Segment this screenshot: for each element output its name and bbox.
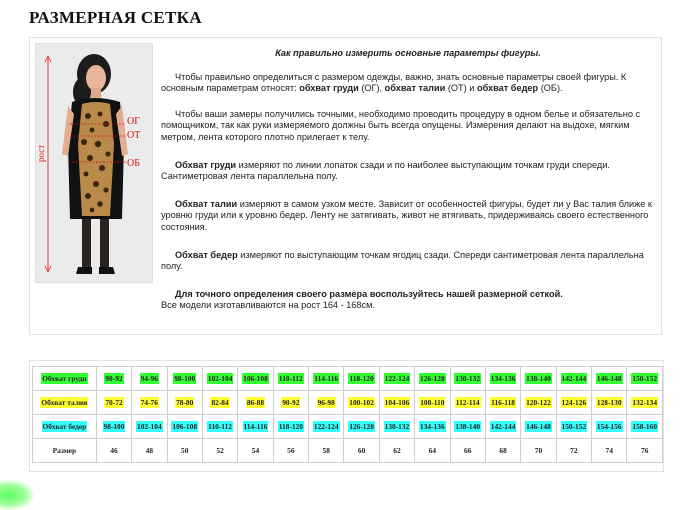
size-cell-value: 130-132 (455, 374, 481, 383)
intro-text: (ОТ) и (445, 83, 477, 94)
size-cell (379, 415, 414, 439)
size-cell-value: 122-124 (313, 422, 339, 431)
size-cell-value: 64 (428, 446, 437, 455)
page-title: РАЗМЕРНАЯ СЕТКА (29, 8, 202, 27)
term-waist: Обхват талии (175, 198, 238, 209)
size-cell (556, 367, 591, 391)
guide-hips (161, 250, 655, 273)
size-cell-value: 150-152 (632, 374, 658, 383)
size-cell-value: 142-144 (490, 422, 516, 431)
size-cell (379, 439, 414, 463)
size-cell (521, 439, 556, 463)
size-cell-value: 82-84 (211, 398, 229, 407)
conclusion-bold: Для точного определения своего размера воспользуйтесь нашей размерной сеткой. (175, 288, 563, 299)
size-cell (592, 415, 627, 439)
size-cell (132, 415, 167, 439)
size-cell-value: 118-120 (349, 374, 374, 383)
size-cell (96, 415, 131, 439)
size-cell (167, 415, 202, 439)
size-cell-value: 46 (110, 446, 118, 455)
size-cell-value: 90-92 (282, 398, 300, 407)
size-cell-value: 90-92 (105, 374, 123, 383)
size-cell-value: 72 (570, 446, 578, 455)
size-row-label (33, 415, 97, 439)
size-cell (202, 391, 237, 415)
size-cell-value: 60 (357, 446, 366, 455)
size-cell (202, 367, 237, 391)
size-cell (521, 367, 556, 391)
size-cell (132, 439, 167, 463)
green-glow-decoration (0, 480, 34, 510)
size-cell (592, 391, 627, 415)
size-cell (485, 439, 520, 463)
size-cell-value: 130-132 (384, 422, 410, 431)
size-cell (167, 391, 202, 415)
size-cell-value: 120-122 (526, 398, 551, 407)
size-cell (485, 415, 520, 439)
size-cell-value: 134-136 (490, 374, 516, 383)
size-cell-value: 86-88 (246, 398, 265, 407)
size-cell (450, 391, 485, 415)
size-cell-value: 126-128 (420, 374, 445, 383)
size-cell-value: 154-156 (596, 422, 622, 431)
size-cell-value: 106-108 (243, 374, 268, 383)
size-table (32, 366, 663, 463)
size-cell-value: 114-116 (243, 422, 268, 431)
size-cell-value: 66 (464, 446, 472, 455)
size-cell (627, 439, 663, 463)
size-cell (202, 439, 237, 463)
size-cell-value: 108-110 (420, 398, 445, 407)
row-label-text: Обхват талии (41, 398, 88, 407)
guide-bust (161, 160, 655, 183)
size-cell (96, 391, 131, 415)
size-cell-value: 74-76 (140, 398, 158, 407)
size-cell-value: 56 (287, 446, 295, 455)
size-cell (238, 439, 273, 463)
size-row-label (33, 439, 97, 463)
row-label-text: Обхват груди (42, 374, 87, 383)
size-cell-value: 78-80 (176, 398, 194, 407)
size-cell-value: 146-148 (526, 422, 551, 431)
size-cell (309, 439, 344, 463)
size-cell-value: 112-114 (455, 398, 480, 407)
size-cell (556, 415, 591, 439)
size-cell (379, 391, 414, 415)
size-cell (450, 415, 485, 439)
size-cell (627, 367, 663, 391)
size-table-row (33, 367, 663, 391)
size-cell (273, 367, 308, 391)
size-cell-value: 126-128 (349, 422, 374, 431)
size-cell (309, 391, 344, 415)
guide-conclusion (161, 289, 655, 312)
term-hips: Обхват бедер (175, 249, 238, 260)
size-cell (450, 367, 485, 391)
size-cell-value: 158-160 (632, 422, 658, 431)
size-cell (556, 391, 591, 415)
size-cell (415, 439, 450, 463)
size-cell (344, 367, 379, 391)
size-cell-value: 134-136 (420, 422, 445, 431)
og-label: ОГ (127, 116, 141, 127)
size-cell-value: 76 (641, 446, 649, 455)
size-cell (238, 415, 273, 439)
size-cell-value: 54 (251, 446, 260, 455)
size-cell (344, 415, 379, 439)
row-label-text: Обхват бедер (42, 422, 87, 431)
size-cell-value: 48 (145, 446, 154, 455)
guide-waist (161, 199, 655, 234)
size-cell (592, 439, 627, 463)
term-bust: обхват груди (299, 83, 359, 94)
size-cell-value: 116-118 (491, 398, 515, 407)
term-bust: Обхват груди (175, 159, 237, 170)
size-cell-value: 70-72 (105, 398, 123, 407)
row-label-text: Размер (52, 446, 77, 455)
size-cell-value: 102-104 (207, 374, 233, 383)
size-cell-value: 74 (605, 446, 613, 455)
size-cell (556, 439, 591, 463)
ob-label: ОБ (127, 158, 140, 169)
size-cell (627, 415, 663, 439)
intro-text: Чтобы правильно определиться с размером одежды, важно, знать основные параметры своей фигуры. К основным параметрам относят: (161, 71, 627, 94)
size-cell (273, 439, 308, 463)
size-cell (309, 415, 344, 439)
height-label: рост (36, 144, 46, 162)
size-cell (273, 391, 308, 415)
size-cell-value: 102-104 (137, 422, 162, 431)
size-cell (521, 391, 556, 415)
size-cell-value: 106-108 (172, 422, 198, 431)
size-cell-value: 124-126 (561, 398, 587, 407)
ot-label: ОТ (127, 130, 141, 141)
size-row-label (33, 367, 97, 391)
guide-heading: Как правильно измерить основные параметры фигуры. (275, 48, 541, 58)
size-cell-value: 98-100 (103, 422, 125, 431)
waist-description: измеряют в самом узком месте. Зависит от особенностей фигуры, будет ли у Вас талия ближе к уровню груди или к уровню бедер. Ленту не затягивать, живот не втягивать, придерживаясь своего естественного состояния. (161, 198, 652, 232)
size-cell-value: 146-148 (596, 374, 622, 383)
size-cell-value: 110-112 (278, 374, 303, 383)
measurement-guide-panel (29, 37, 662, 335)
size-cell (415, 367, 450, 391)
size-cell (521, 415, 556, 439)
size-cell (592, 367, 627, 391)
term-hips: обхват бедер (476, 83, 539, 94)
size-table-row (33, 415, 663, 439)
size-cell-value: 138-140 (455, 422, 481, 431)
model-photo (35, 43, 153, 283)
size-cell (96, 367, 131, 391)
size-cell (415, 415, 450, 439)
size-cell-value: 70 (534, 446, 543, 455)
hips-description: измеряют по выступающим точкам ягодиц сзади. Спереди сантиметровая лента параллельна полу. (161, 249, 644, 272)
size-cell-value: 104-106 (384, 398, 410, 407)
size-cell-value: 52 (216, 446, 224, 455)
size-table-panel (29, 360, 664, 472)
size-cell-value: 68 (499, 446, 507, 455)
size-cell (627, 391, 663, 415)
size-cell (415, 391, 450, 415)
size-cell-value: 98-100 (174, 374, 196, 383)
model-figure-illustration (36, 44, 152, 282)
size-cell-value: 138-140 (526, 374, 551, 383)
size-cell (309, 367, 344, 391)
size-table-row (33, 439, 663, 463)
size-cell (167, 367, 202, 391)
size-cell (379, 367, 414, 391)
size-cell-value: 142-144 (561, 374, 587, 383)
term-waist: обхват талии (384, 83, 446, 94)
size-cell (167, 439, 202, 463)
size-cell (485, 391, 520, 415)
size-cell (344, 439, 379, 463)
bust-description: измеряют по линии лопаток сзади и по наиболее выступающим точкам груди спереди. Сантиметровая лента параллельна полу. (161, 159, 610, 182)
size-cell-value: 96-98 (317, 398, 335, 407)
size-cell-value: 110-112 (208, 422, 232, 431)
size-cell (450, 439, 485, 463)
size-cell (485, 367, 520, 391)
size-cell (238, 367, 273, 391)
size-cell-value: 118-120 (278, 422, 303, 431)
size-table-row (33, 391, 663, 415)
size-cell-value: 100-102 (349, 398, 374, 407)
size-cell (344, 391, 379, 415)
size-cell-value: 50 (181, 446, 189, 455)
size-cell-value: 122-124 (384, 374, 410, 383)
guide-intro (161, 72, 655, 95)
size-cell-value: 62 (393, 446, 401, 455)
guide-text (161, 48, 655, 312)
guide-measuring-tips: Чтобы ваши замеры получились точными, необходимо проводить процедуру в одном белье и обязательно с помощником, так как руки измеряемого должны быть всегда опущены. Измерения делают на выдохе, мягким метром, лента которого плотно прилегает к телу. (161, 108, 641, 142)
size-cell (238, 391, 273, 415)
size-cell (132, 391, 167, 415)
intro-text: (ОГ), (358, 83, 385, 94)
size-cell-value: 132-134 (632, 398, 658, 407)
size-cell-value: 150-152 (561, 422, 587, 431)
size-cell (132, 367, 167, 391)
size-cell-value: 114-116 (314, 374, 339, 383)
size-cell-value: 94-96 (140, 374, 158, 383)
size-cell-value: 58 (322, 446, 330, 455)
intro-text: (ОБ). (538, 83, 563, 94)
size-cell-value: 128-130 (596, 398, 622, 407)
conclusion-text: Все модели изготавливаются на рост 164 - 168см. (161, 300, 375, 311)
size-row-label (33, 391, 97, 415)
size-cell (202, 415, 237, 439)
size-cell (273, 415, 308, 439)
size-cell (96, 439, 131, 463)
